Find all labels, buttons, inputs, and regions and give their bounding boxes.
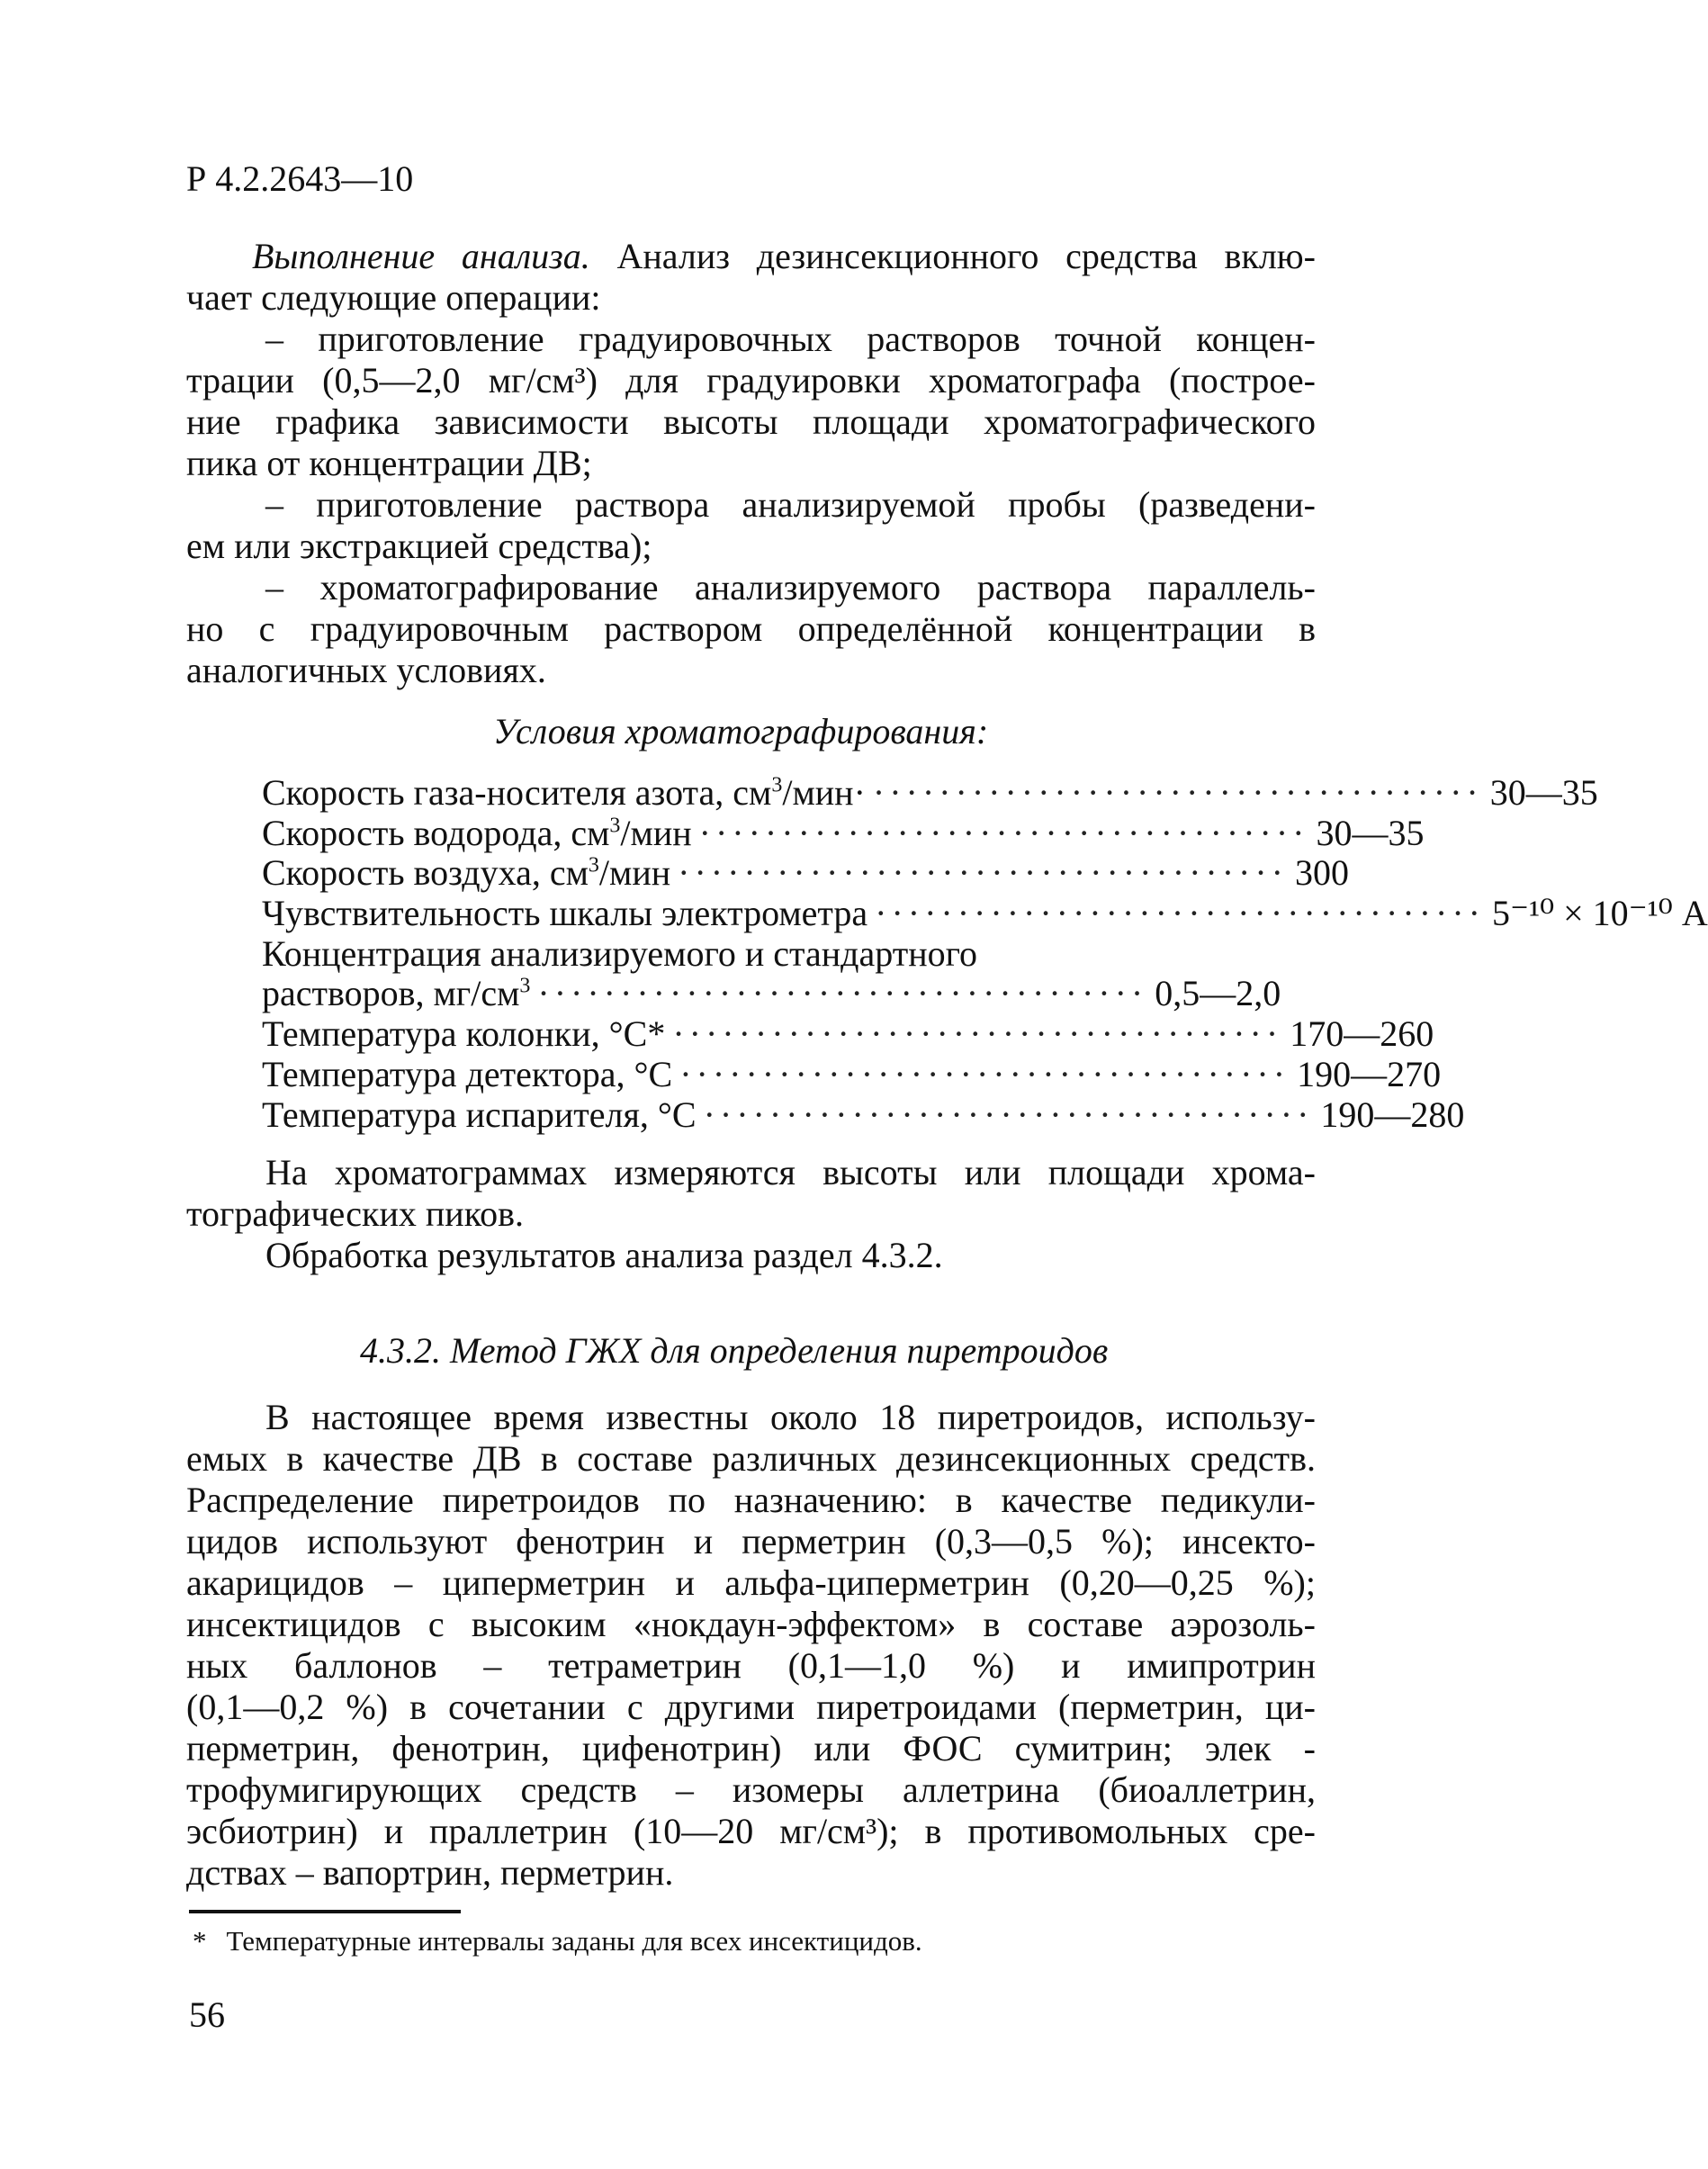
- condition-label: Температура колонки, °С*: [262, 1013, 666, 1055]
- paragraph-line: инсектицидов с высоким «нокдаун-эффектом» в составе аэрозоль-: [186, 1604, 1316, 1644]
- paragraph-line: трофумигирующих средств – изомеры аллетрина (биоаллетрин,: [186, 1769, 1316, 1810]
- section-title: 4.3.2. Метод ГЖХ для определения пиретроидов: [360, 1330, 1109, 1371]
- conditions-heading: Условия хроматографирования:: [493, 711, 989, 752]
- paragraph-line: – приготовление раствора анализируемой пробы (разведени-: [265, 484, 1316, 525]
- condition-label: Скорость воздуха, см: [262, 852, 589, 894]
- paragraph-line: ных баллонов – тетраметрин (0,1—1,0 %) и имипротрин: [186, 1645, 1316, 1686]
- condition-row: [262, 1053, 1442, 1094]
- paragraph-line: дствах – вапортрин, перметрин.: [186, 1852, 674, 1893]
- condition-value: 5⁻¹⁰ × 10⁻¹⁰ А: [1491, 893, 1708, 934]
- paragraph-line: цидов используют фенотрин и перметрин (0,3—0,5 %); инсекто-: [186, 1521, 1316, 1562]
- condition-label: Концентрация анализируемого и стандартного: [262, 932, 978, 974]
- condition-row: растворов, $мг/см^3$ ····································· 0,5—2,0: [262, 972, 1329, 1012]
- condition-label: Температура испарителя, °С: [262, 1094, 697, 1135]
- paragraph-line: (0,1—0,2 %) в сочетании с другими пиретроидами (перметрин, ци-: [186, 1687, 1316, 1727]
- pyrethroids-paragraph: [186, 1397, 1316, 1894]
- paragraph-line: акарицидов – циперметрин и альфа-циперметрин (0,20—0,25 %);: [186, 1562, 1316, 1603]
- paragraph-line: чает следующие операции:: [186, 277, 601, 318]
- paragraph-line: На хроматограммах измеряются высоты или площади хрома-: [265, 1152, 1316, 1192]
- paragraph-line: пика от концентрации ДВ;: [186, 443, 592, 483]
- condition-value: 30—35: [1316, 812, 1425, 853]
- paragraph-line: – хроматографирование анализируемого раствора параллель-: [265, 567, 1316, 608]
- condition-label: Скорость водорода, см: [262, 812, 610, 853]
- paragraph-line: аналогичных условиях.: [186, 650, 546, 690]
- condition-row: Скорость газа-носителя азота, $см^3/мин\cdot$ ····································· 30—35: [262, 771, 1329, 812]
- paragraph-line: Распределение пиретроидов по назначению: в качестве педикули-: [186, 1480, 1316, 1520]
- paragraph-line: ние графика зависимости высоты площади хроматографического: [186, 401, 1316, 442]
- paragraph-line: Обработка результатов анализа раздел 4.3.2.: [265, 1235, 943, 1275]
- document-id: Р 4.2.2643—10: [186, 158, 414, 199]
- condition-row: [262, 1094, 1465, 1135]
- measurement-paragraph: [186, 1152, 1316, 1276]
- paragraph-line: тографических пиков.: [186, 1193, 524, 1234]
- condition-row: [262, 932, 1329, 973]
- condition-row: Скорость воздуха, $см^3$/мин ····································· 300: [262, 851, 1329, 892]
- condition-value: 190—280: [1320, 1094, 1465, 1135]
- dot-leader: ·····································: [872, 772, 1483, 813]
- paragraph-line: перметрин, фенотрин, цифенотрин) или ФОС сумитрин; элек -: [186, 1728, 1316, 1768]
- dot-leader: ·····································: [698, 812, 1309, 853]
- paragraph-line: емых в качестве ДВ в составе различных дезинсекционных средств.: [186, 1438, 1316, 1479]
- condition-value: 0,5—2,0: [1155, 973, 1281, 1014]
- condition-label: Чувствительность шкалы электрометра: [262, 893, 868, 934]
- condition-value: 190—270: [1297, 1053, 1442, 1094]
- paragraph-line: В настоящее время известны около 18 пиретроидов, использу-: [265, 1397, 1316, 1437]
- dot-leader: ·····································: [703, 1094, 1314, 1135]
- footnote: [193, 1923, 922, 1959]
- footnote-marker: *: [193, 1925, 207, 1957]
- dot-leader: ·····································: [678, 852, 1288, 894]
- paragraph-line: эсбиотрин) и праллетрин (10—20 мг/см³); в противомольных сре-: [186, 1811, 1316, 1851]
- page-number: 56: [189, 1994, 225, 2035]
- dot-leader: ·····································: [672, 1013, 1283, 1055]
- condition-row: [262, 892, 1708, 934]
- paragraph-line: ем или экстракцией средства);: [186, 526, 652, 566]
- condition-row: Скорость водорода, $см^3$/мин ····································· 30—35: [262, 812, 1329, 852]
- conditions-table: [262, 771, 1708, 1135]
- paragraph-line: но с градуировочным раствором определённой концентрации в: [186, 608, 1316, 649]
- footnote-divider: [189, 1910, 461, 1913]
- condition-value: 30—35: [1489, 772, 1598, 813]
- condition-label: растворов, мг/см: [262, 973, 520, 1014]
- condition-value: 300: [1295, 852, 1349, 894]
- dot-leader: ·····································: [537, 973, 1148, 1014]
- analysis-paragraph: [186, 236, 1316, 691]
- dot-leader: ·····································: [679, 1053, 1290, 1094]
- footnote-text: Температурные интервалы заданы для всех инсектицидов.: [226, 1925, 922, 1957]
- lead-italic: Выполнение анализа.: [252, 236, 590, 276]
- condition-label: Скорость газа-носителя азота, см: [262, 772, 772, 813]
- condition-value: 170—260: [1290, 1013, 1434, 1055]
- paragraph-line: трации (0,5—2,0 мг/см³) для градуировки хроматографа (построе-: [186, 360, 1316, 400]
- dot-leader: ·····································: [875, 893, 1485, 934]
- condition-row: [262, 1012, 1434, 1055]
- paragraph-line: – приготовление градуировочных растворов точной концен-: [265, 319, 1316, 359]
- paragraph-line: Выполнение анализа. Анализ дезинсекционного средства вклю-: [252, 236, 1316, 276]
- condition-label: Температура детектора, °С: [262, 1053, 673, 1094]
